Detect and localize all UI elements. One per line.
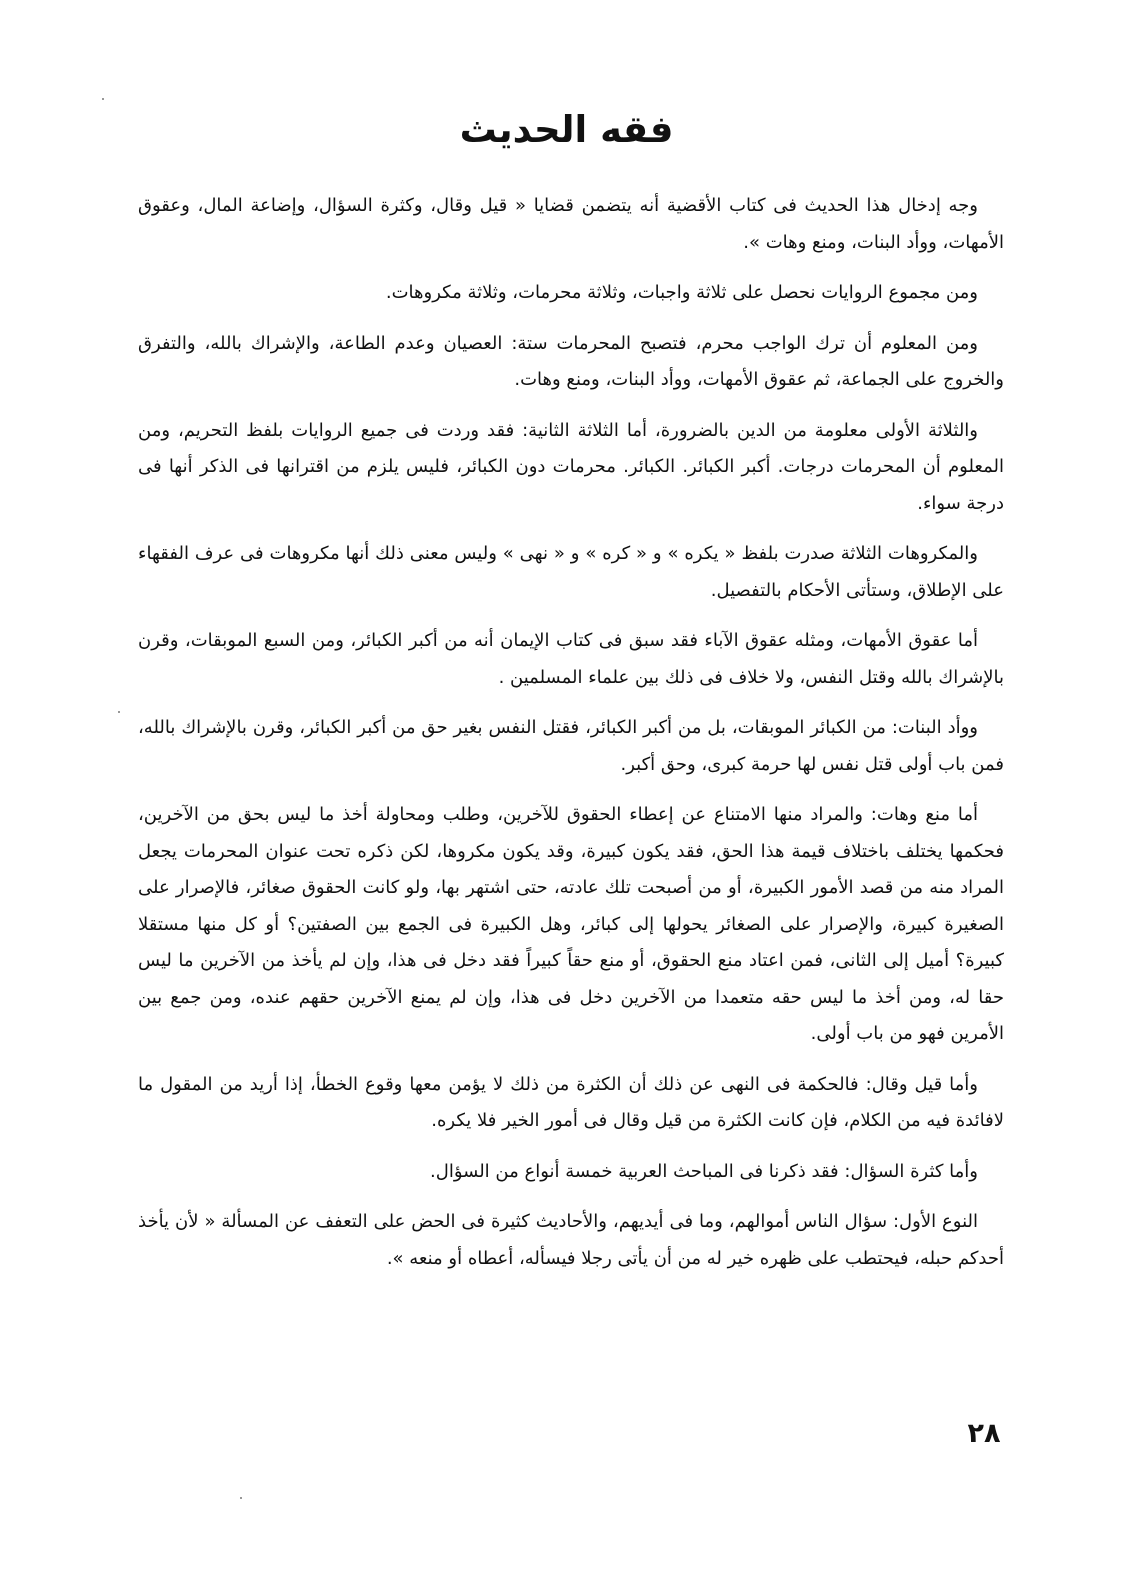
- paragraph: ومن المعلوم أن ترك الواجب محرم، فتصبح المحرمات ستة: العصيان وعدم الطاعة، والإشراك بالله، والتفرق والخروج على الجماعة، ثم عقوق الأمهات، ووأد البنات، ومنع وهات.: [138, 332, 1004, 390]
- paragraph: والمكروهات الثلاثة صدرت بلفظ « يكره » و « كره » و « نهى » وليس معنى ذلك أنها مكروهات فى عرف الفقهاء على الإطلاق، وستأتى الأحكام بالتفصيل.: [138, 543, 1004, 601]
- paragraph: وأما قيل وقال: فالحكمة فى النهى عن ذلك أن الكثرة من ذلك لا يؤمن معها وقوع الخطأ، إذا أريد من المقول ما لافائدة فيه من الكلام، فإن كانت الكثرة من قيل وقال فى أمور الخير فلا يكره.: [138, 1073, 1004, 1131]
- paragraph: النوع الأول: سؤال الناس أموالهم، وما فى أيديهم، والأحاديث كثيرة فى الحض على التعفف عن المسألة « لأن يأخذ أحدكم حبله، فيحتطب على ظهره خير له من أن يأتى رجلا فيسأله، أعطاه أو منعه ».: [138, 1211, 1004, 1269]
- paragraph: ووأد البنات: من الكبائر الموبقات، بل من أكبر الكبائر، فقتل النفس بغير حق من أكبر الكبائر، وقرن بالإشراك بالله، فمن باب أولى قتل نفس لها حرمة كبرى، وحق أكبر.: [138, 717, 1004, 775]
- paragraph: والثلاثة الأولى معلومة من الدين بالضرورة، أما الثلاثة الثانية: فقد وردت فى جميع الروايات بلفظ التحريم، ومن المعلوم أن المحرمات درجات. أكبر الكبائر. الكبائر. محرمات دون الكبائر، فليس يلزم من اقترانها فى الذكر أنها فى درجة سواء.: [138, 419, 1004, 514]
- paragraph: أما عقوق الأمهات، ومثله عقوق الآباء فقد سبق فى كتاب الإيمان أنه من أكبر الكبائر، ومن السبع الموبقات، وقرن بالإشراك بالله وقتل النفس، ولا خلاف فى ذلك بين علماء المسلمين .: [138, 630, 1004, 688]
- paragraph: أما منع وهات: والمراد منها الامتناع عن إعطاء الحقوق للآخرين، وطلب ومحاولة أخذ ما ليس بحق من الآخرين، فحكمها يختلف باختلاف قيمة هذا الحق، فقد يكون كبيرة، وقد يكون مكروها، لكن ذكره تحت عنوان المحرمات يجعل المراد منه من قصد الأمور الكبيرة، أو من أصبحت تلك عادته، حتى اشتهر بها، ولو كانت الحقوق صغائر، فالإصرار على الصغيرة كبيرة، والإصرار على الصغائر يحولها إلى كبائر، وهل الكبيرة فى الجمع بين الصفتين؟ أو كل منها مستقلا كبيرة؟ أميل إلى الثانى، فمن اعتاد منع الحقوق، أو منع حقاً كبيراً فقد دخل فى هذا، وإن لم يأخذ من الآخرين ما ليس حقا له، ومن أخذ ما ليس حقه متعمدا من الآخرين دخل فى هذا، وإن لم يمنع الآخرين حقهم عنده، ومن جمع بين الأمرين فهو من باب أولى.: [138, 804, 1004, 1044]
- scan-speck: [240, 1497, 242, 1499]
- body-text: [138, 188, 1004, 1291]
- paragraph: ومن مجموع الروايات نحصل على ثلاثة واجبات، وثلاثة محرمات، وثلاثة مكروهات.: [385, 282, 978, 303]
- scan-speck: [118, 711, 120, 713]
- page-number: ٢٨: [967, 1418, 1001, 1449]
- paragraph: وجه إدخال هذا الحديث فى كتاب الأقضية أنه يتضمن قضايا « قيل وقال، وكثرة السؤال، وإضاعة المال، وعقوق الأمهات، ووأد البنات، ومنع وهات ».: [138, 195, 1004, 253]
- scan-speck: [102, 98, 104, 100]
- paragraph: وأما كثرة السؤال: فقد ذكرنا فى المباحث العربية خمسة أنواع من السؤال.: [430, 1160, 978, 1182]
- page-title: فقه الحديث: [459, 108, 674, 151]
